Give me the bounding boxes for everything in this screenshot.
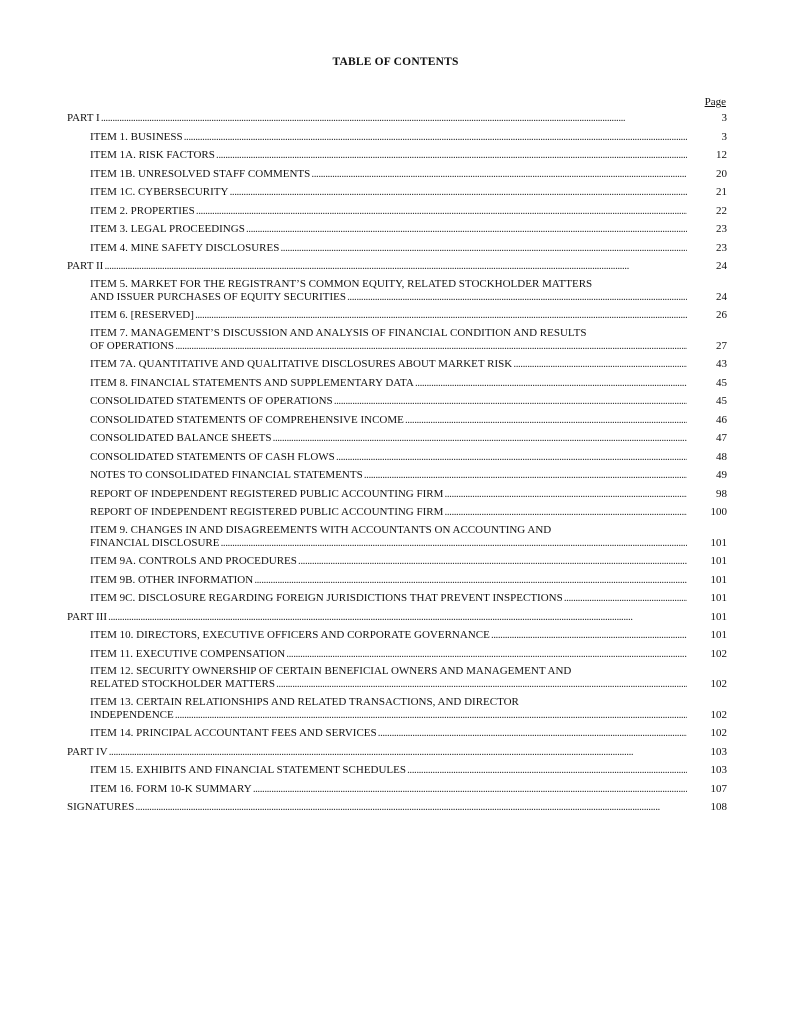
toc-item-link[interactable]	[67, 627, 727, 646]
toc-page-number: 12	[716, 149, 727, 161]
toc-entry-line: INDEPENDENCE . . .	[90, 709, 687, 722]
toc-entry-line: ITEM 9B. OTHER INFORMATION . . .	[90, 574, 687, 587]
toc-entry-title	[90, 309, 687, 322]
toc-entry-line: ITEM 9C. DISCLOSURE REGARDING FOREIGN JURISDICTIONS THAT PREVENT INSPECTIONS . . .	[90, 592, 687, 605]
toc-page-number: 23	[716, 241, 727, 254]
toc-entry-title	[67, 260, 687, 273]
toc-item-link[interactable]	[67, 449, 727, 468]
toc-entry-line: ITEM 13. CERTAIN RELATIONSHIPS AND RELATED TRANSACTIONS, AND DIRECTOR	[90, 695, 519, 708]
toc-entry-line: ITEM 9A. CONTROLS AND PROCEDURES . . .	[90, 555, 687, 568]
toc-entry-title	[90, 506, 687, 519]
toc-item-link[interactable]	[67, 393, 727, 412]
toc-entry-line: PART IV . . .	[67, 746, 687, 759]
toc-entry-line: NOTES TO CONSOLIDATED FINANCIAL STATEMENTS . . .	[90, 469, 687, 482]
toc-item-link[interactable]	[67, 572, 727, 591]
toc-entry-line: ITEM 3. LEGAL PROCEEDINGS . . .	[90, 223, 687, 236]
toc-entry-line: CONSOLIDATED STATEMENTS OF OPERATIONS . . .	[90, 395, 687, 408]
toc-page-number: 102	[710, 727, 727, 739]
toc-item-link[interactable]	[67, 356, 727, 375]
toc-page-number: 103	[710, 764, 727, 776]
toc-part-link[interactable]	[67, 744, 727, 763]
toc-entry-line: SIGNATURES . . .	[67, 801, 687, 814]
toc-page-number: 47	[716, 432, 727, 444]
toc-page-number: 101	[710, 610, 727, 623]
toc-item-link[interactable]	[67, 695, 727, 726]
toc-item-link[interactable]	[67, 430, 727, 449]
toc-page-number: 102	[710, 678, 727, 690]
toc-item-link[interactable]	[67, 467, 727, 486]
toc-entry-title	[90, 186, 687, 199]
toc-entry-line: ITEM 12. SECURITY OWNERSHIP OF CERTAIN BENEFICIAL OWNERS AND MANAGEMENT AND	[90, 665, 572, 677]
toc-page-number: 24	[716, 290, 727, 303]
toc-entry-title	[90, 727, 687, 740]
toc-item-link[interactable]	[67, 326, 727, 357]
toc-entry-title	[90, 555, 687, 568]
toc-entry-line: ITEM 4. MINE SAFETY DISCLOSURES . . .	[90, 242, 687, 255]
toc-entry-title	[90, 377, 687, 390]
toc-entry-line: ITEM 7A. QUANTITATIVE AND QUALITATIVE DISCLOSURES ABOUT MARKET RISK . . .	[90, 358, 687, 371]
toc-page-number: 102	[710, 647, 727, 660]
toc-part-link[interactable]	[67, 609, 727, 628]
toc-entry-title	[90, 432, 687, 445]
toc-page-number: 101	[710, 592, 727, 604]
toc-part-link[interactable]	[67, 258, 727, 277]
toc-item-link[interactable]	[67, 184, 727, 203]
page-column-header: Page	[704, 96, 726, 108]
toc-page-number: 43	[716, 358, 727, 370]
toc-item-link[interactable]	[67, 762, 727, 781]
toc-page-number: 101	[710, 629, 727, 641]
toc-entry-title	[90, 205, 687, 218]
toc-page-number: 27	[716, 339, 727, 352]
toc-page-number: 45	[716, 376, 727, 389]
toc-page-number: 20	[716, 167, 727, 180]
toc-entry-line: ITEM 9. CHANGES IN AND DISAGREEMENTS WITH ACCOUNTANTS ON ACCOUNTING AND	[90, 523, 552, 536]
toc-entry-title	[67, 112, 687, 125]
toc-entry-line: REPORT OF INDEPENDENT REGISTERED PUBLIC ACCOUNTING FIRM . . .	[90, 488, 687, 501]
toc-item-link[interactable]	[67, 375, 727, 394]
toc-entry-line: ITEM 8. FINANCIAL STATEMENTS AND SUPPLEMENTARY DATA . . .	[90, 377, 687, 390]
toc-entry-line: ITEM 14. PRINCIPAL ACCOUNTANT FEES AND SERVICES . . .	[90, 727, 687, 740]
toc-page-number: 3	[721, 112, 727, 124]
toc-item-link[interactable]	[67, 240, 727, 259]
toc-entry-line: FINANCIAL DISCLOSURE . . .	[90, 537, 687, 550]
toc-entry-line: ITEM 1B. UNRESOLVED STAFF COMMENTS . . .	[90, 168, 687, 181]
page-title: TABLE OF CONTENTS	[332, 56, 459, 68]
toc-page-number: 100	[710, 506, 727, 518]
toc-entry-line: ITEM 1A. RISK FACTORS . . .	[90, 149, 687, 162]
toc-entry-line: REPORT OF INDEPENDENT REGISTERED PUBLIC ACCOUNTING FIRM . . .	[90, 506, 687, 519]
toc-item-link[interactable]	[67, 307, 727, 326]
toc-entry-title	[90, 327, 687, 353]
toc-entry-line: CONSOLIDATED STATEMENTS OF CASH FLOWS . . .	[90, 451, 687, 464]
toc-page-number: 108	[710, 801, 727, 813]
toc-entry-line: ITEM 2. PROPERTIES . . .	[90, 205, 687, 218]
toc-item-link[interactable]	[67, 504, 727, 523]
toc-page-number: 101	[710, 573, 727, 586]
toc-entry-title	[90, 278, 687, 304]
toc-entry-title	[90, 168, 687, 181]
toc-page-number: 23	[716, 223, 727, 235]
toc-entry-line: ITEM 10. DIRECTORS, EXECUTIVE OFFICERS AND CORPORATE GOVERNANCE . . .	[90, 629, 687, 642]
toc-entry-line: ITEM 15. EXHIBITS AND FINANCIAL STATEMENT SCHEDULES . . .	[90, 764, 687, 777]
toc-part-link[interactable]	[67, 799, 727, 818]
toc-entry-title	[90, 783, 687, 796]
toc-entry-title	[90, 629, 687, 642]
toc-page-number: 22	[716, 204, 727, 217]
toc-item-link[interactable]	[67, 590, 727, 609]
toc-entry-line: PART II . . .	[67, 260, 687, 273]
toc-entry-title	[90, 149, 687, 162]
toc-page-number: 48	[716, 450, 727, 463]
toc-entry-title	[90, 358, 687, 371]
toc-page-number: 21	[716, 186, 727, 198]
toc-page-number: 45	[716, 395, 727, 407]
toc-page-number: 46	[716, 413, 727, 426]
toc-item-link[interactable]	[67, 147, 727, 166]
toc-page-number: 101	[710, 555, 727, 567]
toc-item-link[interactable]	[67, 664, 727, 695]
toc-item-link[interactable]	[67, 221, 727, 240]
toc-page-number: 3	[721, 130, 727, 143]
toc-page-number: 49	[716, 469, 727, 481]
toc-entry-title	[67, 611, 687, 624]
toc-entry-title	[90, 488, 687, 501]
toc-item-link[interactable]	[67, 166, 727, 185]
toc-item-link[interactable]	[67, 129, 727, 148]
toc-item-link[interactable]	[67, 646, 727, 665]
toc-entry-title	[90, 469, 687, 482]
toc-entry-title	[90, 131, 687, 144]
toc-entry-line: CONSOLIDATED STATEMENTS OF COMPREHENSIVE INCOME . . .	[90, 414, 687, 427]
toc-item-link[interactable]	[67, 781, 727, 800]
toc-page-number: 102	[710, 708, 727, 721]
toc-entry-title	[90, 395, 687, 408]
toc-page-number: 26	[716, 309, 727, 321]
toc-page-number: 101	[710, 536, 727, 549]
toc-page-number: 98	[716, 487, 727, 500]
toc-entry-line: AND ISSUER PURCHASES OF EQUITY SECURITIES . . .	[90, 291, 687, 304]
toc-entry-title	[90, 242, 687, 255]
toc-part-link[interactable]	[67, 110, 727, 129]
table-of-contents	[67, 110, 727, 818]
toc-page-number: 107	[710, 782, 727, 795]
toc-entry-line: PART III . . .	[67, 611, 687, 624]
toc-entry-title	[67, 746, 687, 759]
toc-entry-line: ITEM 1. BUSINESS . . .	[90, 131, 687, 144]
toc-entry-title	[90, 524, 687, 550]
toc-entry-line: PART I . . .	[67, 112, 687, 125]
toc-entry-title	[90, 592, 687, 605]
toc-entry-line: RELATED STOCKHOLDER MATTERS . . .	[90, 678, 687, 691]
toc-entry-line: OF OPERATIONS . . .	[90, 340, 687, 353]
toc-entry-line: ITEM 5. MARKET FOR THE REGISTRANT’S COMMON EQUITY, RELATED STOCKHOLDER MATTERS	[90, 277, 593, 290]
toc-entry-line: ITEM 6. [RESERVED] . . .	[90, 309, 687, 322]
toc-entry-title	[90, 223, 687, 236]
toc-item-link[interactable]	[67, 412, 727, 431]
toc-entry-title	[67, 801, 687, 814]
toc-entry-title	[90, 665, 687, 691]
toc-item-link[interactable]	[67, 486, 727, 505]
toc-item-link[interactable]	[67, 553, 727, 572]
toc-item-link[interactable]	[67, 203, 727, 222]
toc-entry-line: ITEM 7. MANAGEMENT’S DISCUSSION AND ANALYSIS OF FINANCIAL CONDITION AND RESULTS	[90, 326, 587, 339]
toc-entry-line: CONSOLIDATED BALANCE SHEETS . . .	[90, 432, 687, 445]
toc-item-link[interactable]	[67, 277, 727, 308]
toc-page-number: 24	[716, 260, 727, 272]
toc-entry-title	[90, 451, 687, 464]
toc-entry-line: ITEM 16. FORM 10-K SUMMARY . . .	[90, 783, 687, 796]
toc-entry-line: ITEM 1C. CYBERSECURITY . . .	[90, 186, 687, 199]
toc-entry-title	[90, 696, 687, 722]
toc-entry-line: ITEM 11. EXECUTIVE COMPENSATION . . .	[90, 648, 687, 661]
toc-item-link[interactable]	[67, 523, 727, 554]
toc-entry-title	[90, 648, 687, 661]
toc-entry-title	[90, 414, 687, 427]
toc-entry-title	[90, 574, 687, 587]
toc-page-number: 103	[710, 745, 727, 758]
toc-entry-title	[90, 764, 687, 777]
toc-item-link[interactable]	[67, 725, 727, 744]
